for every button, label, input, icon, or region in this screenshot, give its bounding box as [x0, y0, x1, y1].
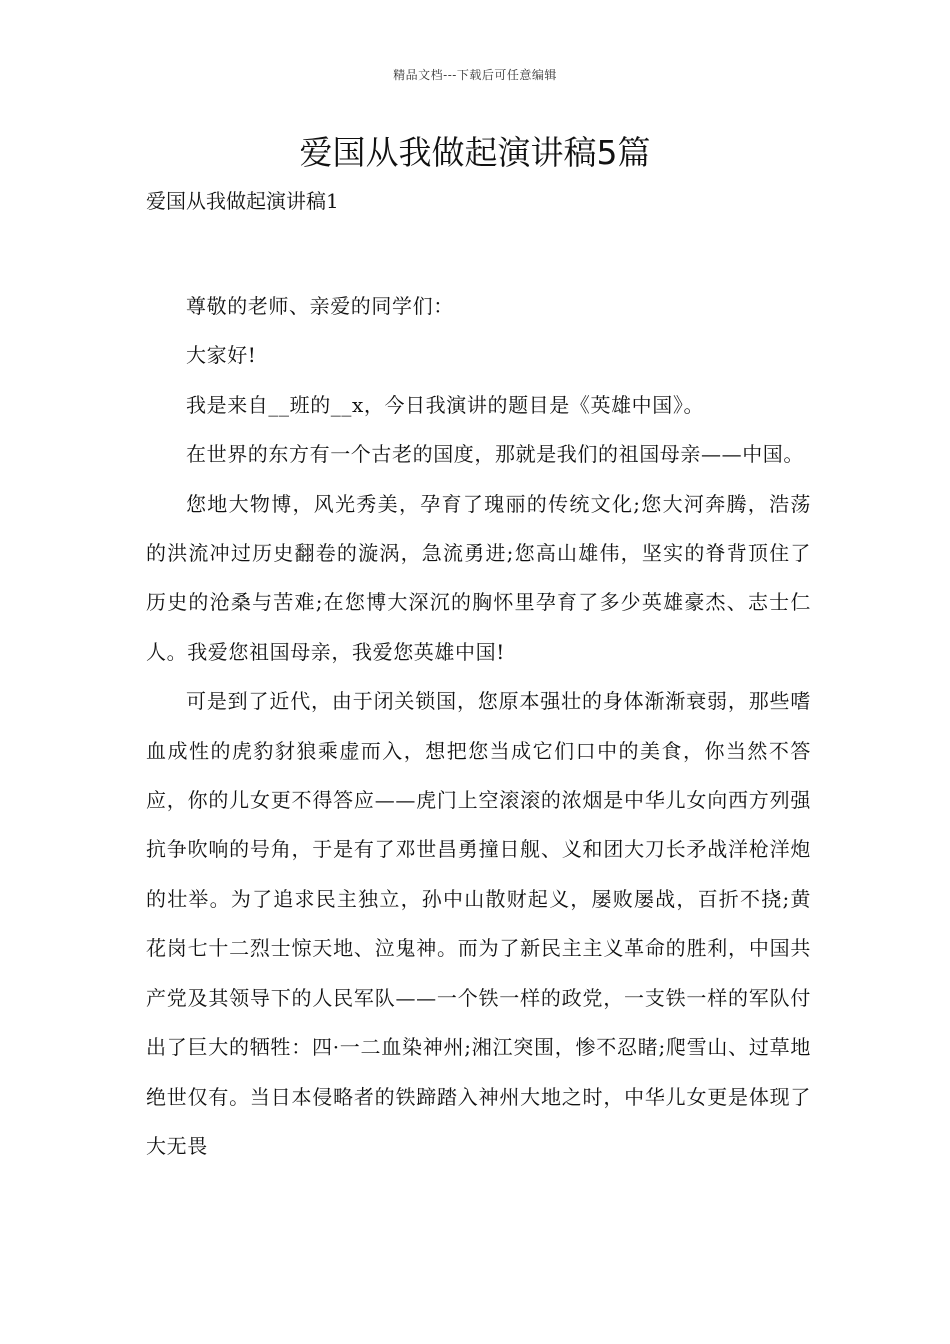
- paragraph-salutation: 尊敬的老师、亲爱的同学们：: [186, 294, 454, 318]
- paragraph-introduction: 我是来自__班的__x，今日我演讲的题目是《英雄中国》。: [186, 392, 705, 417]
- paragraph: 您地大物博，风光秀美，孕育了瑰丽的传统文化;您大河奔腾，浩荡的洪流冲过历史翻卷的漩涡，急流勇进;您高山雄伟，坚实的脊背顶住了历史的沧桑与苦难;在您博大深沉的胸怀里孕育了多少英雄豪杰、志士仁人。我爱您祖国母亲，我爱您英雄中国!: [146, 491, 811, 664]
- document-title: 爱国从我做起演讲稿5篇: [299, 133, 651, 172]
- paragraph-greeting: 大家好!: [186, 343, 257, 368]
- section-heading: 爱国从我做起演讲稿1: [146, 189, 339, 213]
- paragraph: 在世界的东方有一个古老的国度，那就是我们的祖国母亲——中国。: [186, 442, 804, 467]
- page-header-note: 精品文档---下载后可任意编辑: [393, 68, 557, 82]
- paragraph: 可是到了近代，由于闭关锁国，您原本强壮的身体渐渐衰弱，那些嗜血成性的虎豹豺狼乘虚而入，想把您当成它们口中的美食，你当然不答应，你的儿女更不得答应——虎门上空滚滚的浓烟是中华儿女向西方列强抗争吹响的号角，于是有了邓世昌勇撞日舰、义和团大刀长矛战洋枪洋炮的壮举。为了追求民主独立，孙中山散财起义，屡败屡战，百折不挠;黄花岗七十二烈士惊天地、泣鬼神。而为了新民主主义革命的胜利，中国共产党及其领导下的人民军队——一个铁一样的政党，一支铁一样的军队付出了巨大的牺牲：四·一二血染神州;湘江突围，惨不忍睹;爬雪山、过草地绝世仅有。当日本侵略者的铁蹄踏入神州大地之时，中华儿女更是体现了大无畏: [146, 689, 811, 1158]
- document-body: [146, 282, 811, 1171]
